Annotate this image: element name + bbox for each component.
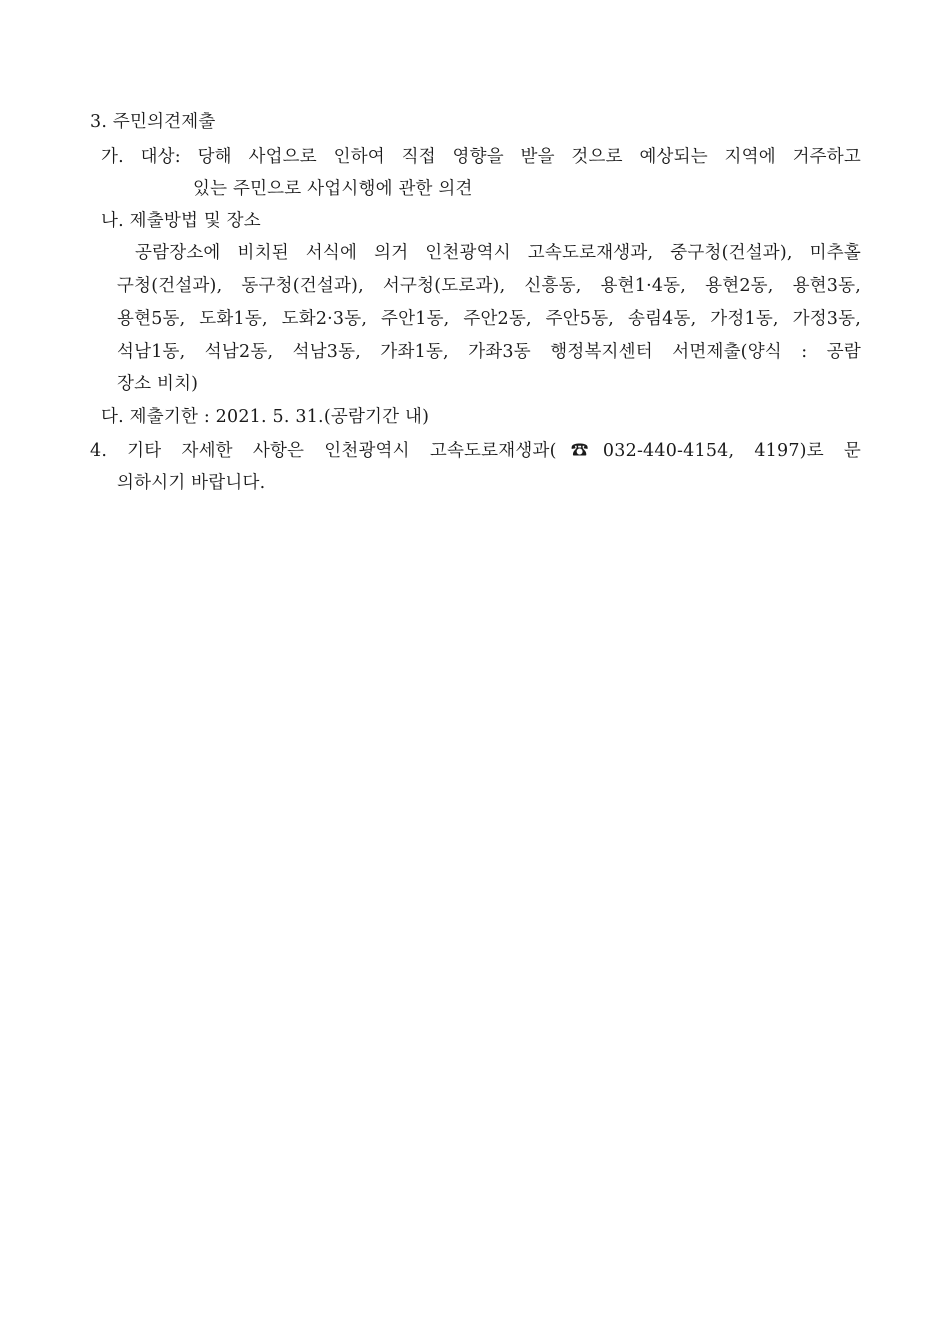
section3-na-body-line3: 용현5동, 도화1동, 도화2·3동, 주안1동, 주안2동, 주안5동, 송림4동, 가정1동, 가정3동, [117,309,861,329]
section3-na-heading: 나. 제출방법 및 장소 [101,211,261,231]
section3-na-body-line5: 장소 비치) [117,374,199,394]
section3-da-line: 다. 제출기한 : 2021. 5. 31.(공람기간 내) [101,407,430,427]
section3-heading: 3. 주민의견제출 [90,112,216,132]
section3-ga-line1: 가. 대상: 당해 사업으로 인하여 직접 영향을 받을 것으로 예상되는 지역에 거주하고 [101,147,861,167]
section4-line2: 의하시기 바랍니다. [117,473,266,493]
section3-ga-line2: 있는 주민으로 사업시행에 관한 의견 [193,179,473,199]
section3-na-body-line4: 석남1동, 석남2동, 석남3동, 가좌1동, 가좌3동 행정복지센터 서면제출(양식 : 공람 [117,342,861,362]
section4-line1: 4. 기타 자세한 사항은 인천광역시 고속도로재생과(☎032-440-4154, 4197)로 문 [90,441,861,461]
section3-na-body-line1: 공람장소에 비치된 서식에 의거 인천광역시 고속도로재생과, 중구청(건설과), 미추홀 [135,243,861,263]
section3-na-body-line2: 구청(건설과), 동구청(건설과), 서구청(도로과), 신흥동, 용현1·4동, 용현2동, 용현3동, [117,276,861,296]
